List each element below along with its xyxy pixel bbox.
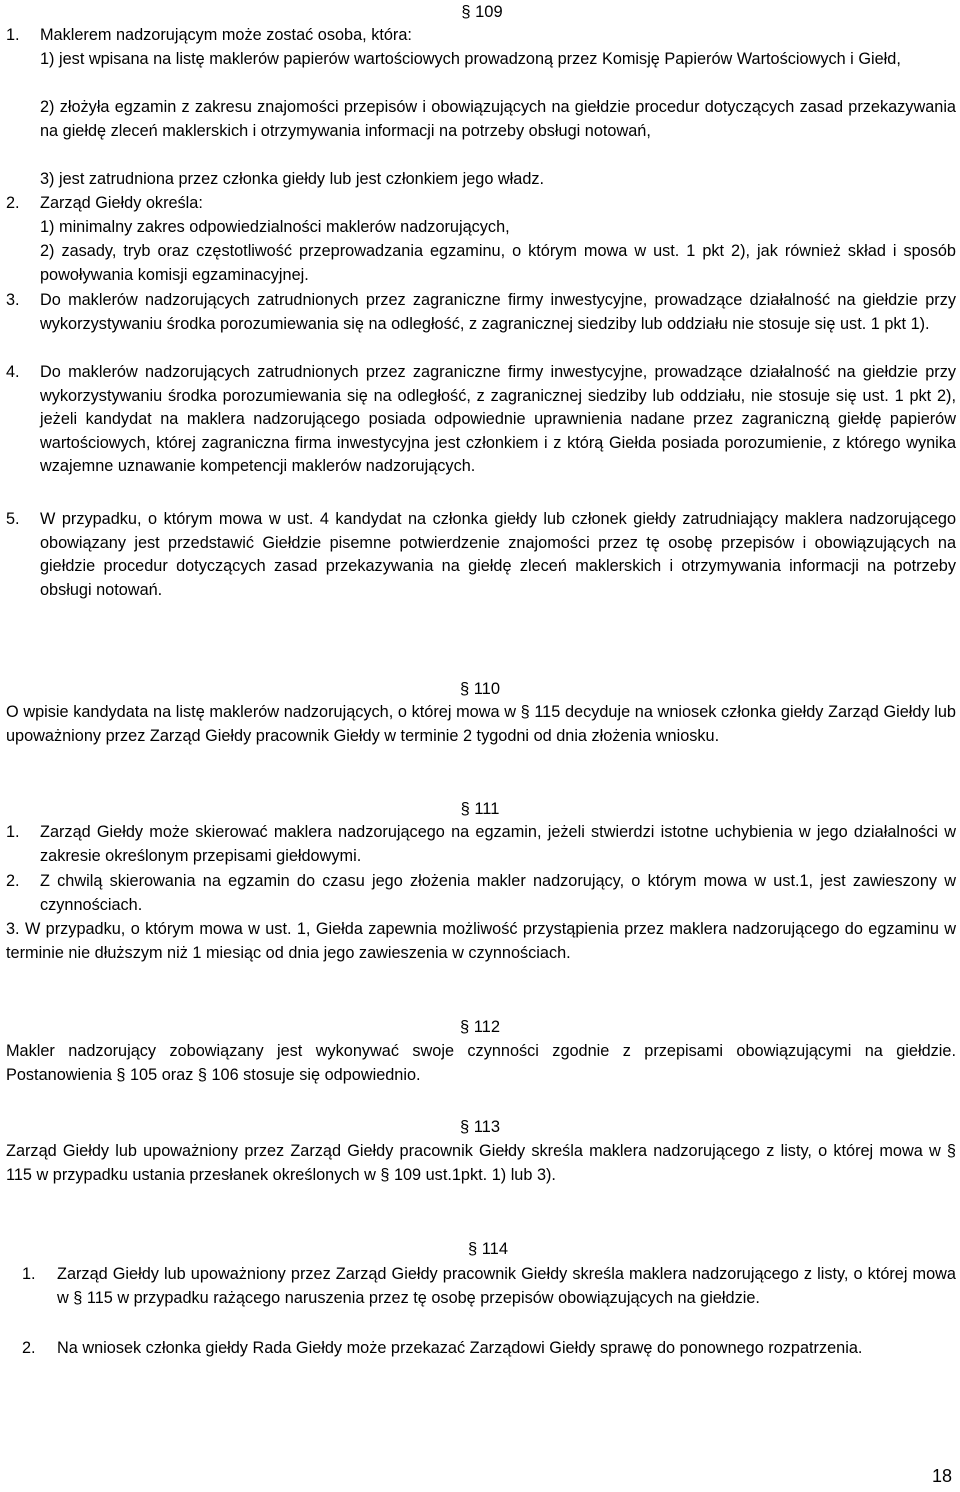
section-heading-113: § 113 <box>459 1118 501 1136</box>
section-heading-109: § 109 <box>461 3 503 21</box>
paragraph-111-3: 3. W przypadku, o którym mowa w ust. 1, Giełda zapewnia możliwość przystąpienia przez maklera nadzorującego do egzaminu w terminie nie dłuższym niż 1 miesiąc od dnia jego zawieszenia w czynnościach. <box>6 920 956 962</box>
item-number: 1. <box>22 1265 36 1283</box>
paragraph-114-2: Na wniosek członka giełdy Rada Giełdy może przekazać Zarządowi Giełdy sprawę do ponownego rozpatrzenia. <box>57 1339 863 1357</box>
paragraph-109-4: Do maklerów nadzorujących zatrudnionych przez zagraniczne firmy inwestycyjne, prowadzące działalność na giełdzie przy wykorzystywaniu środka porozumiewania się na odległość, z zagranicznej siedziby lub oddziału, nie stosuje się ust. 1 pkt 2), jeżeli kandydat na maklera nadzorującego posiada odpowiednie uprawnienia nadane przez zagraniczną giełdę papierów wartościowych, której zagraniczna firma inwestycyjna jest członkiem i z którą Giełda posiada porozumienie, z którego wynika wzajemne uznawanie kompetencji maklerów nadzorujących. <box>40 363 956 476</box>
paragraph-111-1: Zarząd Giełdy może skierować maklera nadzorującego na egzamin, jeżeli stwierdzi istotne uchybienia w jego działalności w zakresie określonym przepisami giełdowymi. <box>40 823 956 865</box>
item-number: 2. <box>6 194 20 212</box>
item-number: 1. <box>6 26 20 44</box>
paragraph-109-3: Do maklerów nadzorujących zatrudnionych przez zagraniczne firmy inwestycyjne, prowadzące działalność na giełdzie przy wykorzystywaniu środka porozumiewania się na odległość, z zagranicznej siedziby lub oddziału nie stosuje się ust. 1 pkt 1). <box>40 291 956 333</box>
paragraph-109-2-2: 2) zasady, tryb oraz częstotliwość przeprowadzania egzaminu, o którym mowa w ust. 1 pkt 2), jak również skład i sposób powoływania komisji egzaminacyjnej. <box>40 242 956 284</box>
paragraph-109-1-1: 1) jest wpisana na listę maklerów papierów wartościowych prowadzoną przez Komisję Papierów Wartościowych i Giełd, <box>40 50 901 68</box>
section-heading-114: § 114 <box>467 1240 509 1258</box>
item-number: 3. <box>6 291 20 309</box>
section-heading-110: § 110 <box>459 680 501 698</box>
paragraph-109-5: W przypadku, o którym mowa w ust. 4 kandydat na członka giełdy lub członek giełdy zatrudniający maklera nadzorującego obowiązany jest przedstawić Giełdzie pisemne potwierdzenie znajomości przez tę osobę przepisów i obowiązujących na giełdzie procedur dotyczących zasad przekazywania na giełdę zleceń maklerskich i otrzymywania informacji na potrzeby obsługi notowań. <box>40 510 956 599</box>
paragraph-112: Makler nadzorujący zobowiązany jest wykonywać swoje czynności zgodnie z przepisami obowiązującymi na giełdzie. Postanowienia § 105 oraz § 106 stosuje się odpowiednio. <box>6 1042 956 1084</box>
item-number: 5. <box>6 510 20 528</box>
paragraph-113: Zarząd Giełdy lub upoważniony przez Zarząd Giełdy pracownik Giełdy skreśla maklera nadzorującego z listy, o której mowa w § 115 w przypadku ustania przesłanek określonych w § 109 ust.1pkt. 1) lub 3). <box>6 1142 956 1184</box>
item-number: 2. <box>22 1339 36 1357</box>
paragraph-114-1: Zarząd Giełdy lub upoważniony przez Zarząd Giełdy pracownik Giełdy skreśla maklera nadzorującego z listy, o której mowa w § 115 w przypadku rażącego naruszenia przez tę osobę przepisów obowiązujących na giełdzie. <box>57 1265 956 1307</box>
section-heading-112: § 112 <box>459 1018 501 1036</box>
paragraph-110: O wpisie kandydata na listę maklerów nadzorujących, o której mowa w § 115 decyduje na wniosek członka giełdy Zarząd Giełdy lub upoważniony przez Zarząd Giełdy pracownik Giełdy w terminie 2 tygodni od dnia złożenia wniosku. <box>6 703 956 745</box>
paragraph-109-1-3: 3) jest zatrudniona przez członka giełdy lub jest członkiem jego władz. <box>40 170 545 188</box>
paragraph-111-2: Z chwilą skierowania na egzamin do czasu jego złożenia makler nadzorujący, o którym mowa w ust.1, jest zawieszony w czynnościach. <box>40 872 956 914</box>
paragraph-109-1-2: 2) złożyła egzamin z zakresu znajomości przepisów i obowiązujących na giełdzie procedur dotyczących zasad przekazywania na giełdę zleceń maklerskich i otrzymywania informacji na potrzeby obsługi notowań, <box>40 98 956 140</box>
item-number: 1. <box>6 823 20 841</box>
page-number: 18 <box>931 1466 952 1486</box>
paragraph-109-2: Zarząd Giełdy określa: <box>40 194 203 212</box>
section-heading-111: § 111 <box>460 800 500 818</box>
item-number: 2. <box>6 872 20 890</box>
item-number: 4. <box>6 363 20 381</box>
paragraph-109-1: Maklerem nadzorującym może zostać osoba, która: <box>40 26 412 44</box>
paragraph-109-2-1: 1) minimalny zakres odpowiedzialności maklerów nadzorujących, <box>40 218 510 236</box>
